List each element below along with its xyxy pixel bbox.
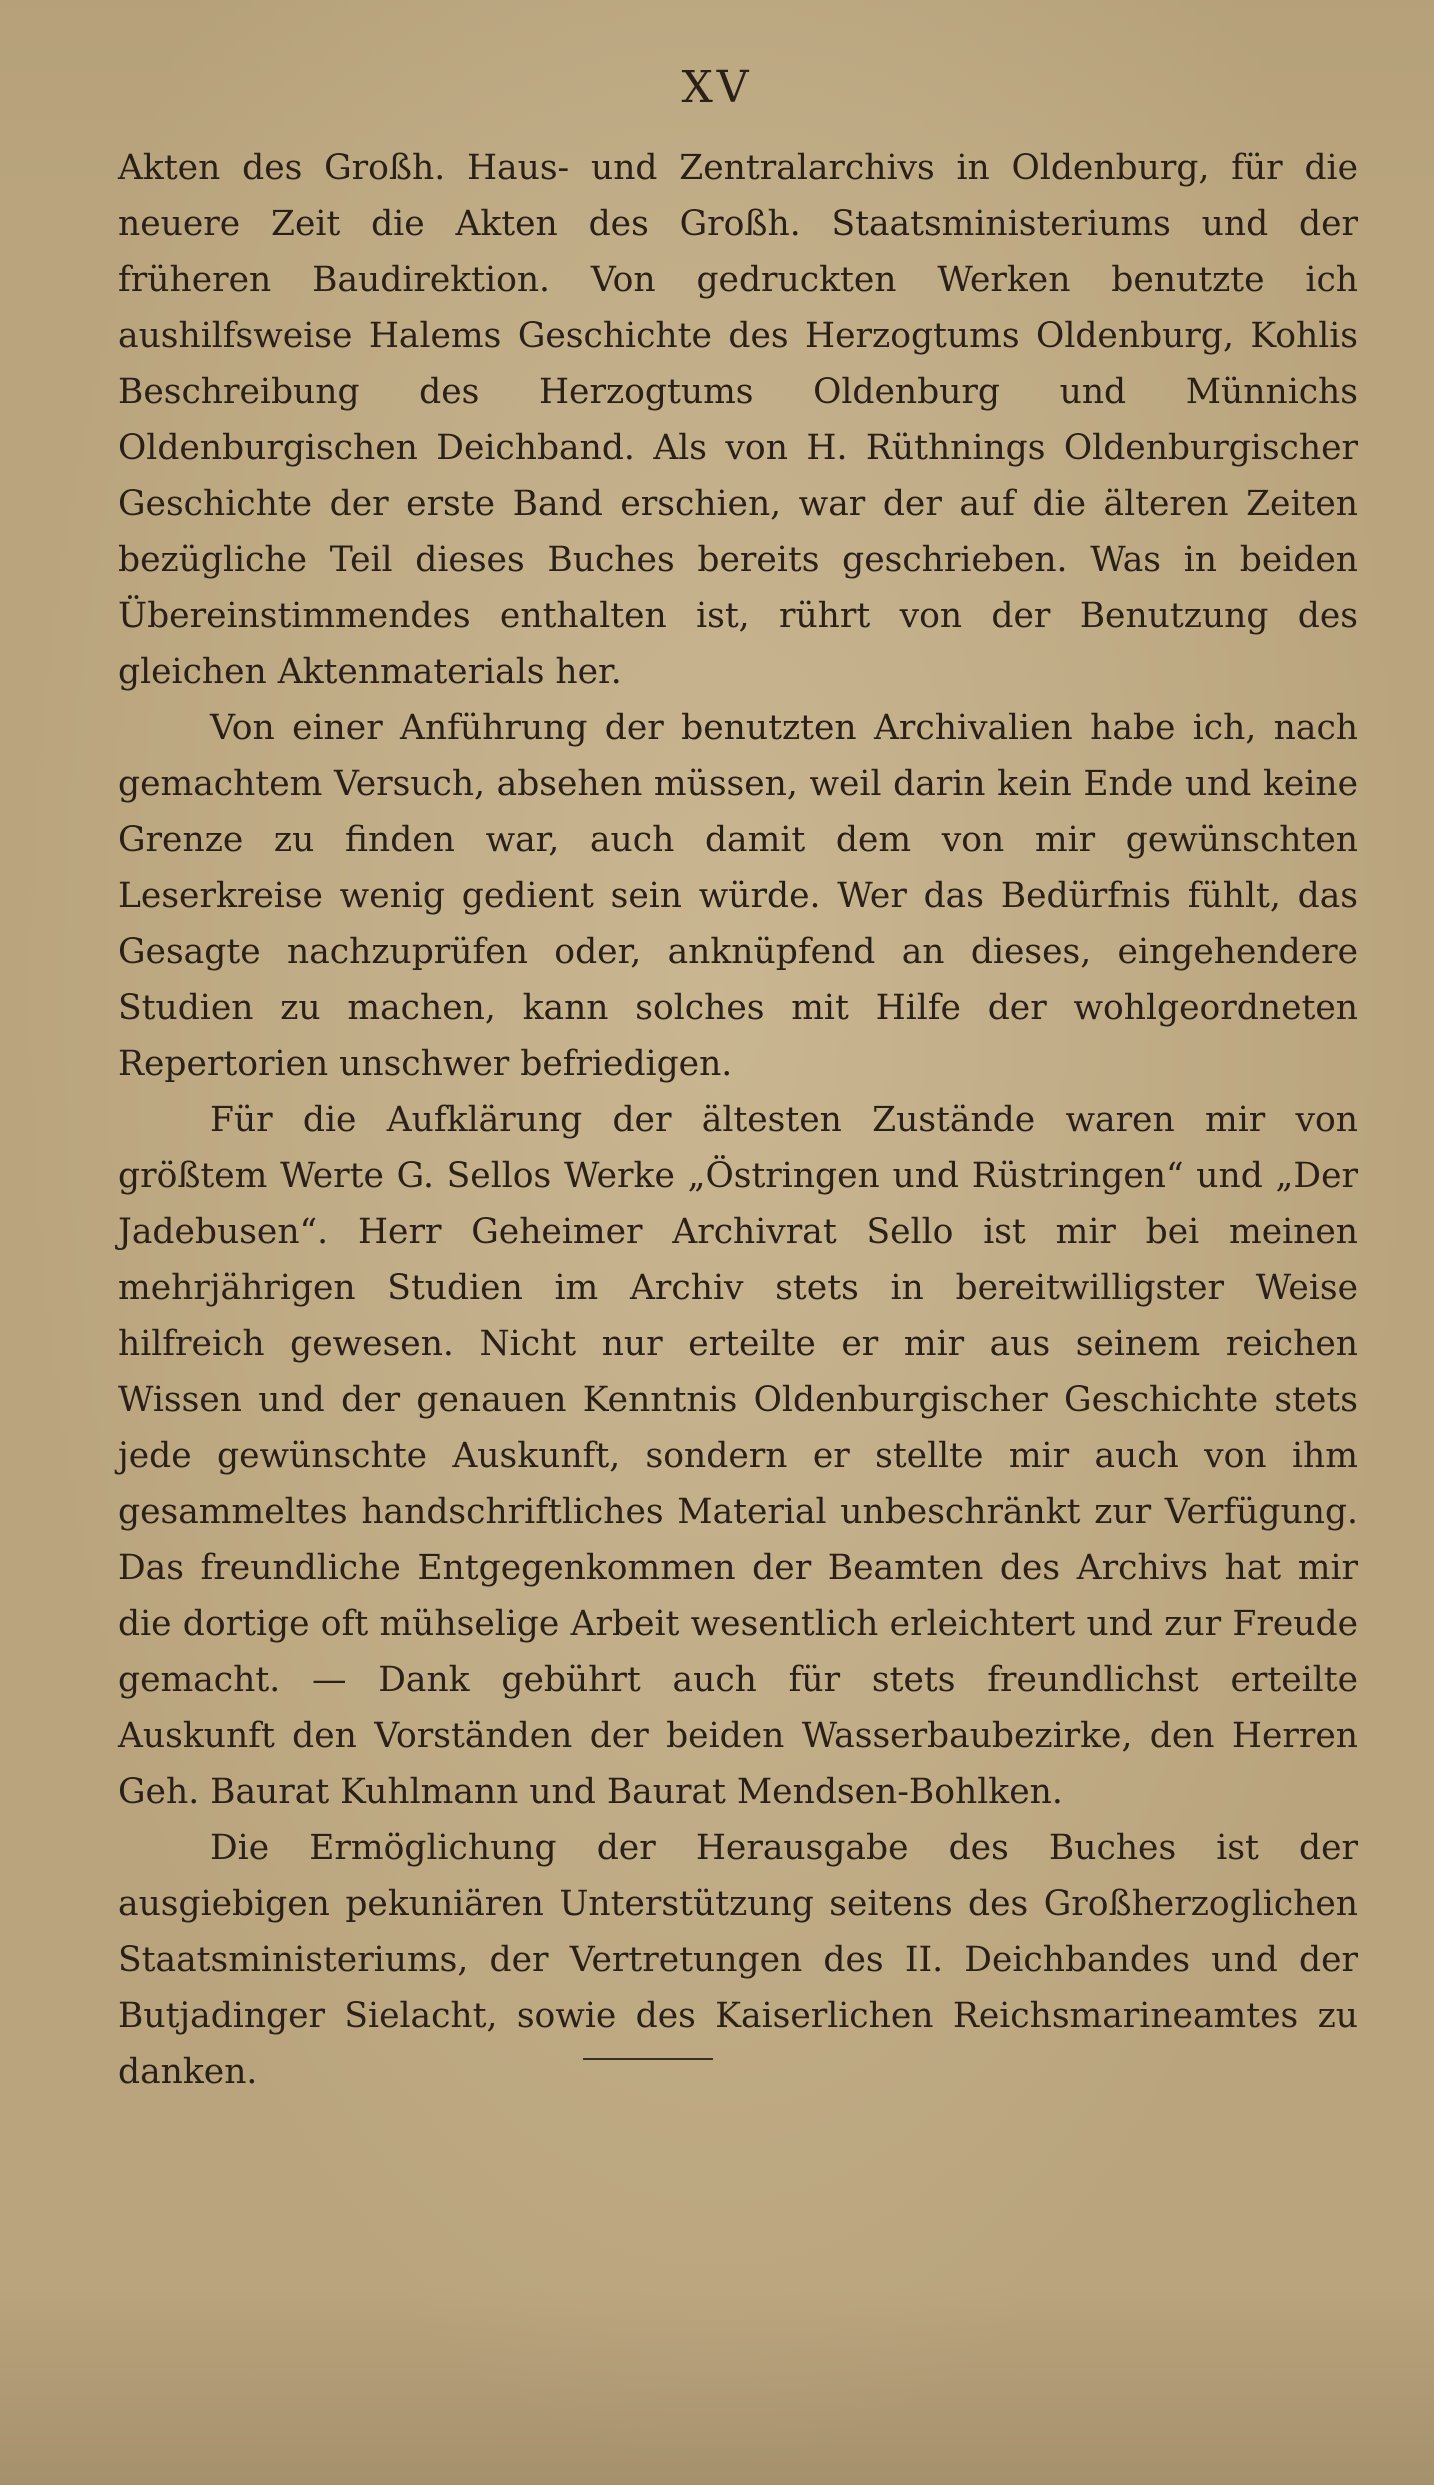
paragraph-sources: Akten des Großh. Haus- und Zentralarchivs in Oldenburg, für die neuere Zeit die Akten des Großh. Staatsministeriums und der früheren Baudirektion. Von gedruckten Werken benutzte ich aushilfsweise Halems Geschichte des Herzogtums Oldenburg, Kohlis Beschreibung des Herzogtums Oldenburg und Münnichs Oldenburgischen Deichband. Als von H. Rüthnings Oldenburgischer Geschichte der erste Band erschien, war der auf die älteren Zeiten bezügliche Teil dieses Buches bereits geschrieben. Was in beiden Übereinstimmendes enthalten ist, rührt von der Benutzung des gleichen Aktenmaterials her. [118,148,1358,692]
paragraph-archivalien: Von einer Anführung der benutzten Archivalien habe ich, nach gemachtem Versuch, absehen müssen, weil darin kein Ende und keine Grenze zu finden war, auch damit dem von mir gewünschten Leserkreise wenig gedient sein würde. Wer das Bedürfnis fühlt, das Gesagte nachzuprüfen oder, anknüpfend an dieses, eingehendere Studien zu machen, kann solches mit Hilfe der wohlgeordneten Repertorien unschwer befriedigen. [118,708,1358,1084]
paragraph-funding: Die Ermöglichung der Herausgabe des Buches ist der ausgiebigen pekuniären Unterstützung seitens des Großherzoglichen Staatsministeriums, der Vertretungen des II. Deichbandes und der Butjadinger Sielacht, sowie des Kaiserlichen Reichsmarineamtes zu danken. [118,1828,1358,2092]
page-number: XV [681,62,753,113]
body-text [118,140,1358,2100]
paragraph-acknowledgements: Für die Aufklärung der ältesten Zustände waren mir von größtem Werte G. Sellos Werke „Östringen und Rüstringen“ und „Der Jadebusen“. Herr Geheimer Archivrat Sello ist mir bei meinen mehrjährigen Studien im Archiv stets in bereitwilligster Weise hilfreich gewesen. Nicht nur erteilte er mir aus seinem reichen Wissen und der genauen Kenntnis Oldenburgischer Geschichte stets jede gewünschte Auskunft, sondern er stellte mir auch von ihm gesammeltes handschriftliches Material unbeschränkt zur Verfügung. Das freundliche Entgegenkommen der Beamten des Archivs hat mir die dortige oft mühselige Arbeit wesentlich erleichtert und zur Freude gemacht. — Dank gebührt auch für stets freundlichst erteilte Auskunft den Vorständen der beiden Wasserbaubezirke, den Herren Geh. Baurat Kuhlmann und Baurat Mendsen-Bohlken. [118,1100,1358,1812]
closing-rule [583,2058,713,2060]
